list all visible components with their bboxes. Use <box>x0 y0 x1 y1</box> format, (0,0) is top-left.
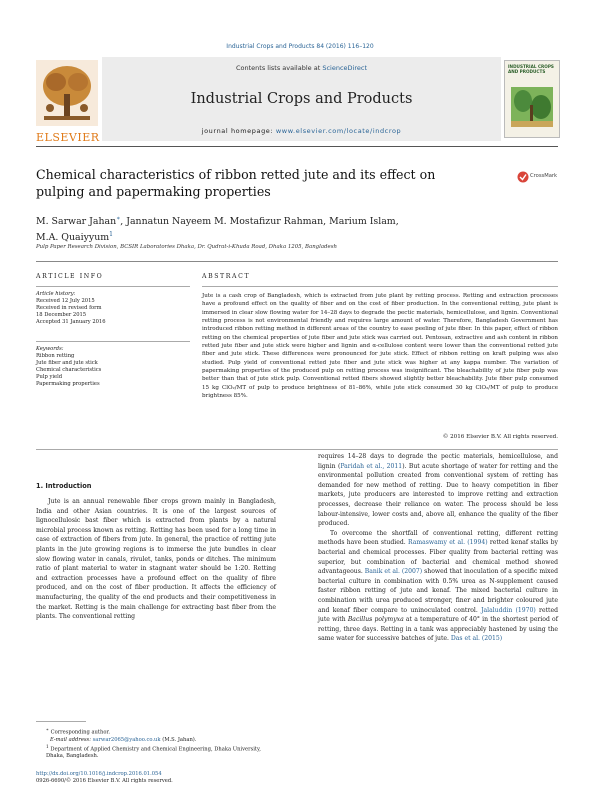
citation-link[interactable]: Banik et al. (2007) <box>364 568 423 576</box>
keyword: Pulp yield <box>36 374 63 380</box>
journal-homepage-line: journal homepage: www.elsevier.com/locate/indcrop <box>201 127 402 135</box>
intro-right-paragraph-1: requires 14–28 days to degrade the pectic materials, hemicellulose, and lignin (Paridah et al., 2011). But acute shortage of water for retting and the environmental pollution created from conventional system of retting has demanded for new method of retting. Due to heavy competition in fiber markets, jute producers are interested to improve retting and extraction processes, decrease their reliance on water. The process should be less labour-intensive, lower costs and, above all, enhance the quality of the fiber produced. <box>318 453 558 528</box>
abstract-end-rule <box>36 449 558 450</box>
corresponding-mark[interactable]: ∗ <box>116 215 121 222</box>
author-list: M. Sarwar Jahan∗, Jannatun Nayeem M. Mostafizur Rahman, Marium Islam, M.A. Quaiyyum$^1$ <box>36 215 399 244</box>
journal-homepage-link[interactable]: www.elsevier.com/locate/indcrop <box>275 127 402 135</box>
keyword: Ribbon retting <box>36 353 75 359</box>
sciencedirect-link[interactable]: ScienceDirect <box>322 64 367 72</box>
author-email-link[interactable]: sarwar2065@yahoo.co.uk <box>92 736 161 743</box>
abstract-rule <box>202 286 558 287</box>
issn-line: 0926-6690/© 2016 Elsevier B.V. All rights reserved. <box>36 778 173 784</box>
journal-cover <box>504 60 560 138</box>
journal-citation[interactable]: Industrial Crops and Products 84 (2016) 116–120 <box>226 43 374 50</box>
keyword: Papermaking properties <box>36 381 100 387</box>
article-info-heading: ARTICLE INFO <box>36 273 104 280</box>
authors-rule <box>36 261 558 262</box>
citation-link[interactable]: Paridah et al., 2011 <box>340 462 403 470</box>
header-rule <box>36 146 558 147</box>
article-history: Article history: Received 12 July 2015 Received in revised form 18 December 2015 Accepted 31 January 2016 <box>36 291 106 325</box>
elsevier-tree-icon <box>36 60 98 126</box>
article-info-rule <box>36 286 190 287</box>
intro-right-paragraph-2: To overcome the shortfall of conventional retting, different retting methods have been studied. Ramaswamy et al. (1994) retted kenaf stalks by bacterial and chemical processes. Fiber quality from bacterial retting was superior, but combination of bacterial and chemical method showed advantageous. Banik et al. (2007) showed that inoculation of a specific mixed bacterial culture in combination with 0.5% urea as N-supplement caused faster ribbon retting of jute and kenaf. The mixed bacterial culture in combination with urea produced stronger, finer and brighter coloured jute and kenaf fiber compare to uninoculated control. Jalaluddin (1970) retted jute with Bacillus polymyxa at a temperature of 40° in the shortest period of retting, three days. Retting in a tank was appreciably hastened by using the same water for successive batches of jute. Das et al. (2015) <box>318 529 558 643</box>
doi-block <box>36 771 296 785</box>
author-quaiyyum[interactable]: M.A. Quaiyyum <box>36 232 110 244</box>
footnote-rule <box>36 721 86 722</box>
contents-list-line: Contents lists available at ScienceDirect <box>236 64 367 72</box>
journal-title: Industrial Crops and Products <box>190 91 413 107</box>
elsevier-logo <box>36 60 100 144</box>
affiliation-mark[interactable]: 1 <box>109 231 113 239</box>
abstract-heading: ABSTRACT <box>202 273 251 280</box>
doi-link[interactable]: http://dx.doi.org/10.1016/j.indcrop.2016.01.054 <box>36 771 162 777</box>
intro-left-paragraph: Jute is an annual renewable fiber crops grown mainly in Bangladesh, India and other Asian countries. It is one of the largest sources of lignocellulosic bast fiber which is extracted from plants by a natural microbial process known as retting. Retting has been used for a long time in case of extraction of fibers from jute. In general, the practice of retting jute plants in the jute growing regions is to immerse the jute bundles in clear slow flowing water in canals, rivulet, tanks, ponds or ditches. The minimum ratio of plant material to water in stagnant water should be 1:20. Retting and extraction processes have a profound effect on the quality of fibre produced, and on the cost of fiber production. It affects the efficiency of manufacturing, the quality of the end products and their competitiveness in the market. Retting is the main challenge for extracting bast fiber from the plants. The conventional retting <box>36 498 276 621</box>
affiliation: Pulp Paper Research Division, BCSIR Laboratories Dhaka, Dr. Qudrat-i-Khuda Road, Dhaka 1205, Bangladesh <box>36 244 337 250</box>
citation-link[interactable]: Das et al. (2015) <box>450 635 503 643</box>
elsevier-wordmark: ELSEVIER <box>36 131 100 144</box>
keyword: Jute fiber and jute stick <box>36 360 98 366</box>
article-title: Chemical characteristics of ribbon retted jute and its effect on pulping and papermaking properties <box>36 167 436 199</box>
cover-plant-icon <box>505 85 559 133</box>
crossmark-icon <box>517 171 529 183</box>
citation-link[interactable]: Ramaswamy et al. (1994) <box>407 539 488 547</box>
abstract-text: Jute is a cash crop of Bangladesh, which is extracted from jute plant by retting process. Retting and extraction processes have a profound effect on the quality of fiber and on the cost of fiber production. In the conventional retting, jute plant is immersed in clear slow flowing water for 14–28 days to degrade the pectic materials, hemicellulose, and lignin. Conventional retting process is not environmental friendly and requires large amount of water. Therefore, Bangladesh Government has introduced ribbon retting method in different areas of the country to ease peeling of jute fiber. In this paper, effect of ribbon retting on the chemical properties of jute fiber and jute stick was carried out. Pentosan, extractive and ash content in ribbon retted jute fiber and jute stick were higher and lignin and α-cellulose content were lower than the conventional retted jute fiber and jute stick. These differences were pronounced for jute stick. Effect of ribbon retting on kraft pulping was also studied. Pulp yield of conventional retted jute fiber and jute stick was higher at any kappa number. The variation of papermaking properties of the produced pulp on retting process was insignificant. The bleachability of jute fiber pulp was better than that of jute stick pulp. Conventional retted fibers showed slightly better bleachability. Jute fiber pulp consumed 15 kg ClO₂/MT of pulp to produce brightness of 81–86%, while jute stick consumed 30 kg ClO₂/MT of pulp to produce brightness 85%. <box>202 293 558 400</box>
citation-link[interactable]: Jalaluddin (1970) <box>481 606 536 614</box>
cover-title: INDUSTRIAL CROPS AND PRODUCTS <box>508 64 554 74</box>
keyword: Chemical characteristics <box>36 367 102 373</box>
intro-right-column <box>318 452 558 644</box>
history-rule <box>36 341 190 342</box>
footnotes: ∗ Corresponding author. E-mail address: sarwar2065@yahoo.co.uk (M.S. Jahan). $^1$ Department of Applied Chemistry and Chemical Engineering, Dhaka University, Dhaka, Bangladesh. <box>46 728 261 760</box>
keywords: Keywords: Ribbon retting Jute fiber and jute stick Chemical characteristics Pulp yield Papermaking properties <box>36 346 190 388</box>
abstract-copyright: © 2016 Elsevier B.V. All rights reserved. <box>442 434 558 440</box>
crossmark-badge[interactable]: CrossMark <box>517 170 557 184</box>
author-jahan[interactable]: M. Sarwar Jahan <box>36 216 117 228</box>
intro-heading: 1. Introduction <box>36 482 92 490</box>
